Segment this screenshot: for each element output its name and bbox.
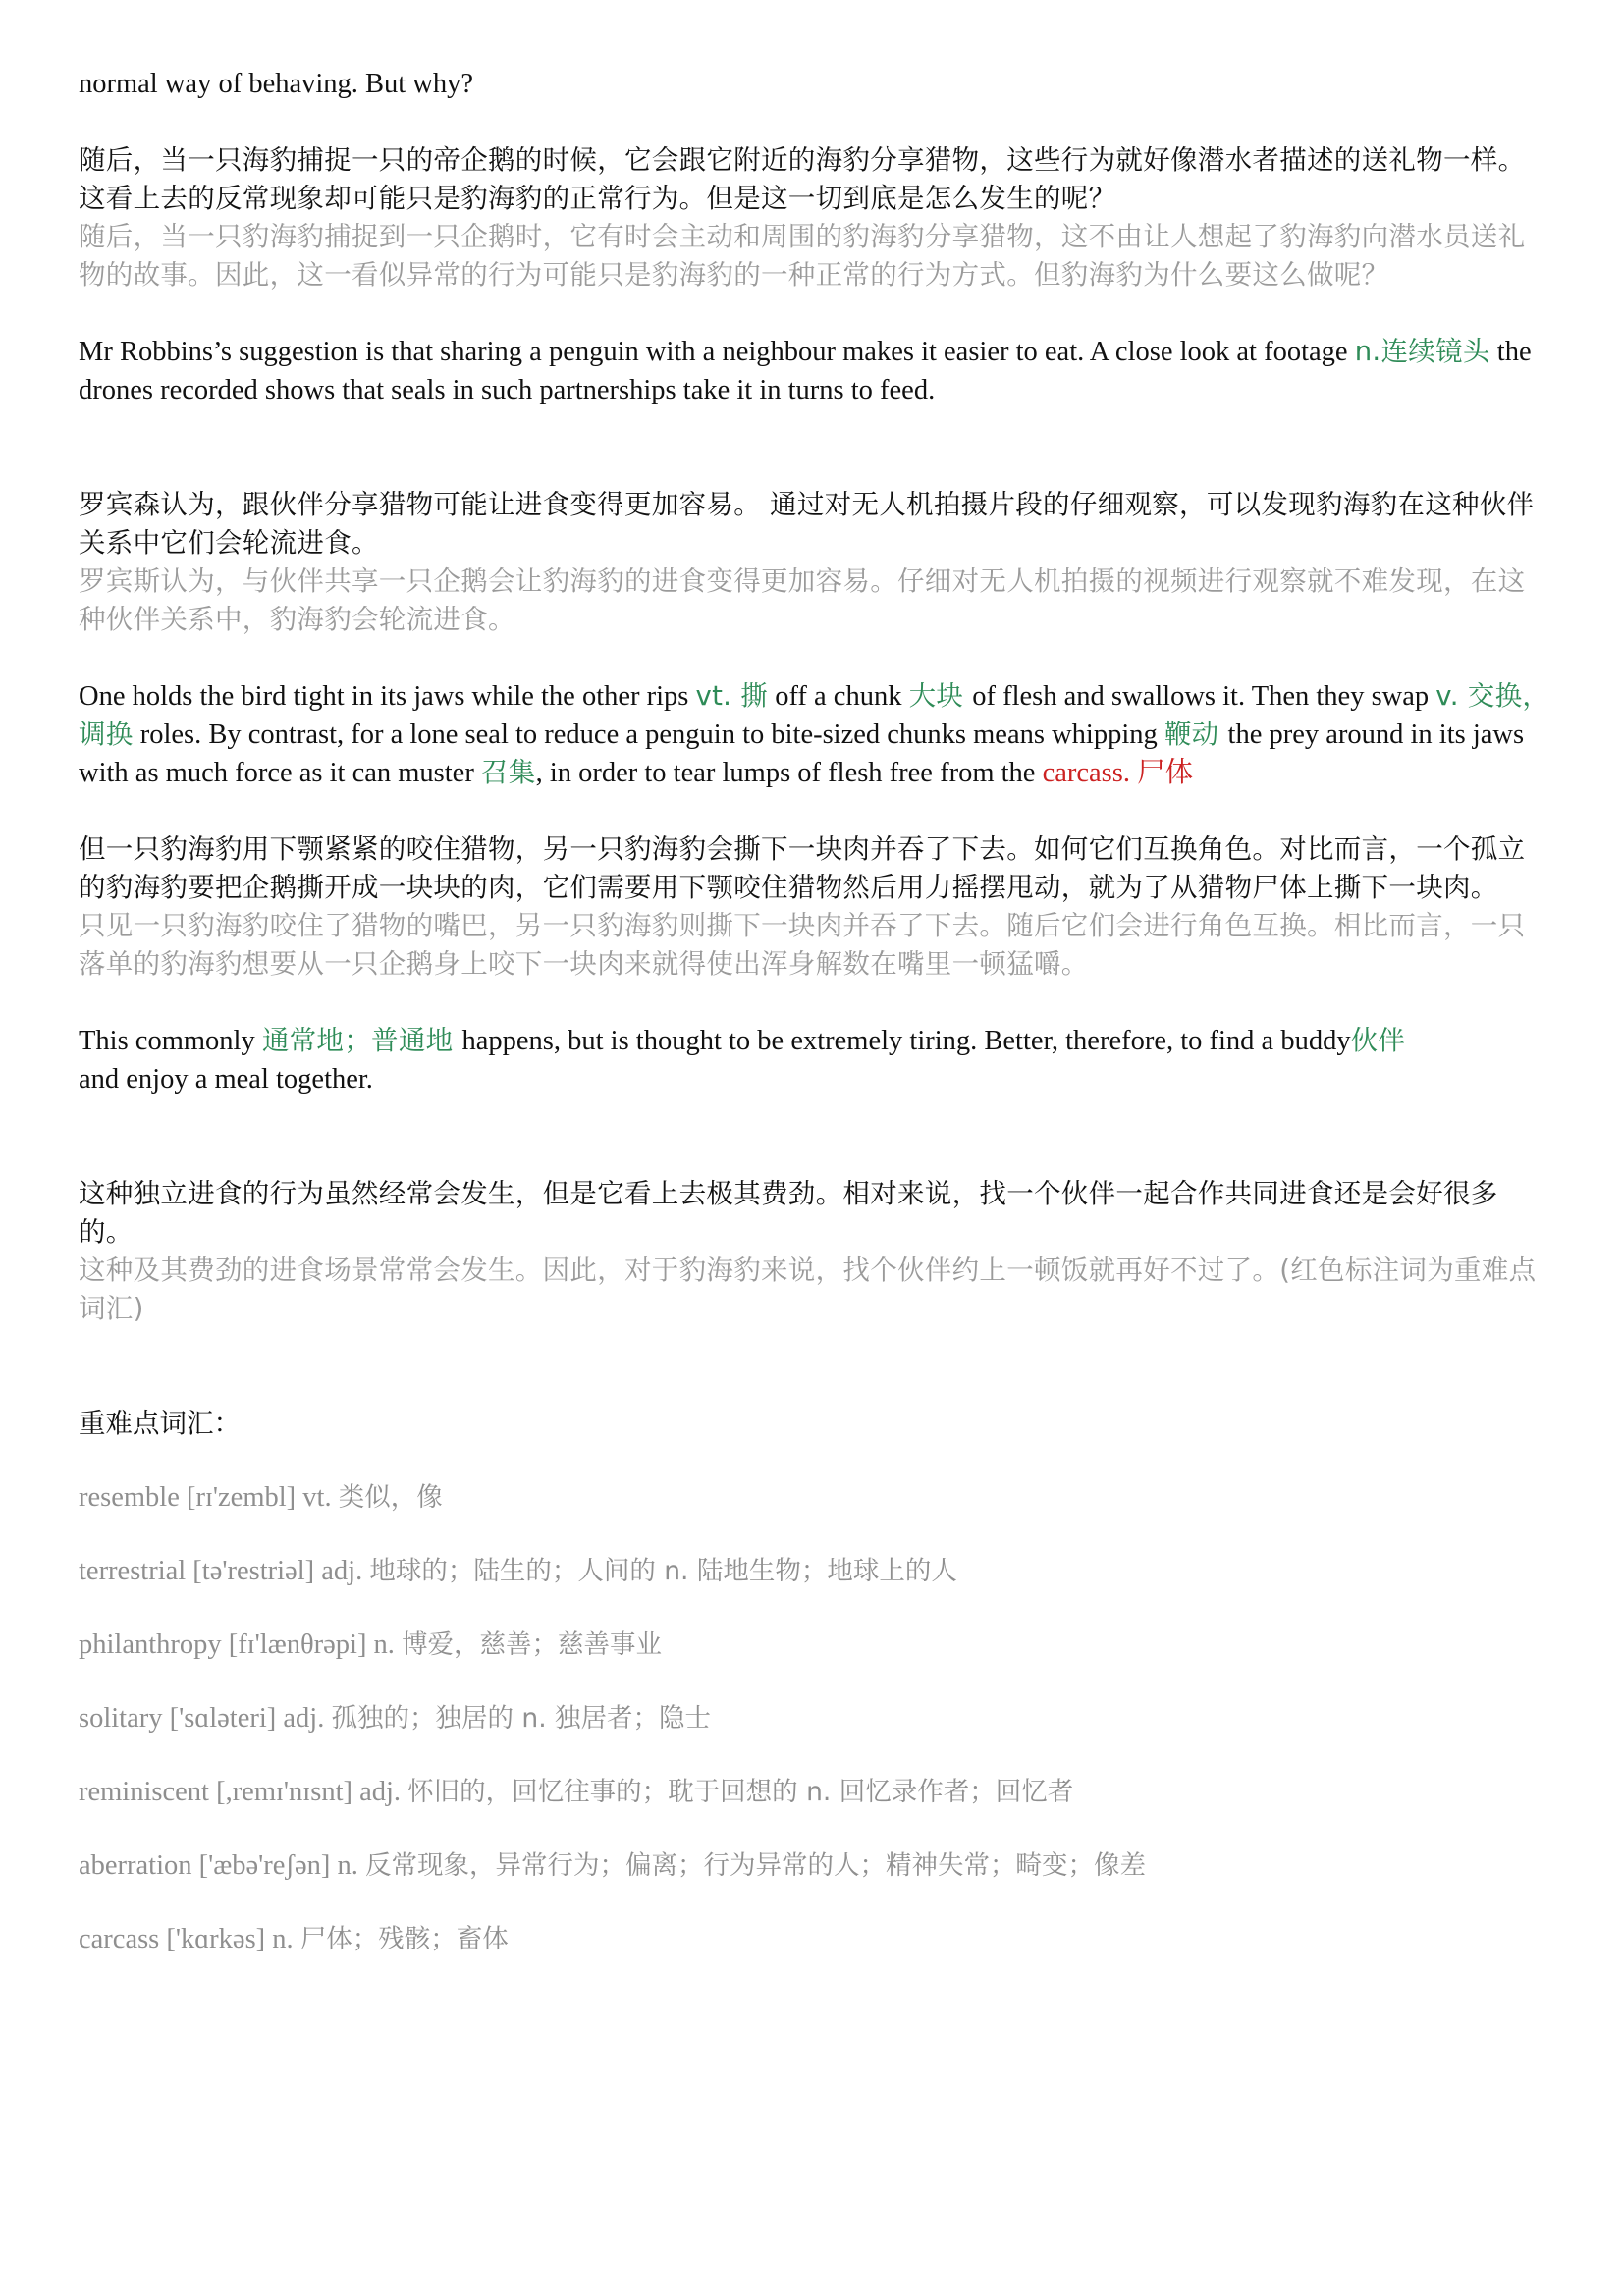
english-paragraph-3 — [79, 677, 1551, 792]
text-span: the drones recorded shows that seals in such partnerships take it in turns to feed. — [79, 337, 1532, 405]
vocab-word: aberration ['æbə'reʃən] n. — [79, 1850, 365, 1881]
english-paragraph-2 — [79, 333, 1551, 409]
vocab-word: resemble [rɪ'zembl] vt. — [79, 1482, 339, 1513]
text-span: 这种及其费劲的进食场景常常会发生。因此，对于豹海豹来说，找个伙伴约上一顿饭就再好不过了。(红色标注词为重难点词汇) — [79, 1255, 1537, 1324]
text-span: 罗宾森认为，跟伙伴分享猎物可能让进食变得更加容易。 通过对无人机拍摄片段的仔细观察，可以发现豹海豹在这种伙伴关系中它们会轮流进食。 — [79, 489, 1535, 559]
vocab-definition: 尸体；残骸；畜体 — [299, 1924, 509, 1954]
keyword-carcass: carcass. 尸体 — [1042, 758, 1194, 788]
text-span: One holds the bird tight in its jaws while the other rips — [79, 681, 696, 712]
text-span: 随后，当一只海豹捕捉一只的帝企鹅的时候，它会跟它附近的海豹分享猎物，这些行为就好像潜水者描述的送礼物一样。这看上去的反常现象却可能只是豹海豹的正常行为。但是这一切到底是怎么发生的呢？ — [79, 144, 1526, 214]
text-span: Mr Robbins’s suggestion is that sharing a penguin with a neighbour makes it easier to eat. A close look at footage — [79, 337, 1355, 367]
vocab-item — [79, 1552, 1551, 1590]
text-span: , in order to tear lumps of flesh free from the — [535, 758, 1043, 788]
vocab-item — [79, 1773, 1551, 1811]
text-span: roles. By contrast, for a lone seal to reduce a penguin to bite-sized chunks means whipping — [133, 720, 1164, 750]
english-paragraph-4 — [79, 1022, 1551, 1098]
vocab-item — [79, 1920, 1551, 1958]
vocab-definition: 博爱，慈善；慈善事业 — [402, 1629, 663, 1660]
text-span: 只见一只豹海豹咬住了猎物的嘴巴，另一只豹海豹则撕下一块肉并吞了下去。随后它们会进行角色互换。相比而言，一只落单的豹海豹想要从一只企鹅身上咬下一块肉来就得使出浑身解数在嘴里一顿猛嚼。 — [79, 910, 1526, 980]
vocab-word: carcass ['kɑrkəs] n. — [79, 1924, 300, 1954]
vocab-definition: 怀旧的，回忆往事的；耽于回想的 n. 回忆录作者；回忆者 — [407, 1777, 1074, 1807]
chinese-translation-1 — [79, 141, 1551, 218]
vocab-item — [79, 1846, 1551, 1885]
chinese-translation-2 — [79, 486, 1551, 562]
vocab-definition: 反常现象，异常行为；偏离；行为异常的人；精神失常；畸变；像差 — [364, 1850, 1146, 1881]
chinese-translation-4 — [79, 1175, 1551, 1252]
vocab-word: reminiscent [,remɪ'nɪsnt] adj. — [79, 1777, 408, 1807]
annotation-commonly: 通常地；普通地 — [261, 1025, 462, 1056]
reference-translation-3 — [79, 907, 1551, 984]
vocab-item — [79, 1478, 1551, 1517]
text-span: normal way of behaving. But why? — [79, 69, 474, 99]
vocab-definition: 地球的；陆生的；人间的 n. 陆地生物；地球上的人 — [369, 1556, 957, 1586]
reference-translation-2 — [79, 562, 1551, 639]
reference-translation-4 — [79, 1252, 1551, 1328]
english-paragraph-1-end — [79, 65, 1551, 103]
vocab-word: philanthropy [fɪ'lænθrəpi] n. — [79, 1629, 403, 1660]
text-span: 重难点词汇： — [79, 1408, 241, 1439]
text-span: of flesh and swallows it. Then they swap — [972, 681, 1436, 712]
annotation-whipping: 鞭动 — [1163, 719, 1228, 750]
text-span: 这种独立进食的行为虽然经常会发生，但是它看上去极其费劲。相对来说，找一个伙伴一起合作共同进食还是会好很多的。 — [79, 1178, 1498, 1248]
annotation-rips: vt. 撕 — [695, 680, 769, 712]
vocab-definition: 类似，像 — [338, 1482, 443, 1513]
text-span: off a chunk — [768, 681, 909, 712]
document-page — [79, 65, 1551, 1958]
chinese-translation-3 — [79, 830, 1551, 907]
text-span: 随后，当一只豹海豹捕捉到一只企鹅时，它有时会主动和周围的豹海豹分享猎物，这不由让人想起了豹海豹向潜水员送礼物的故事。因此，这一看似异常的行为可能只是豹海豹的一种正常的行为方式。但豹海豹为什么要这么做呢？ — [79, 221, 1526, 291]
vocab-item — [79, 1626, 1551, 1664]
annotation-footage: n.连续镜头 — [1354, 336, 1490, 367]
annotation-swap: v. 交换，调换 — [79, 680, 1550, 750]
vocab-heading — [79, 1405, 1551, 1443]
reference-translation-1 — [79, 218, 1551, 294]
annotation-muster: 召集 — [480, 757, 536, 788]
text-span: 但一只豹海豹用下颚紧紧的咬住猎物，另一只豹海豹会撕下一块肉并吞了下去。如何它们互换角色。对比而言，一个孤立的豹海豹要把企鹅撕开成一块块的肉，它们需要用下颚咬住猎物然后用力摇摆甩动，就为了从猎物尸体上撕下一块肉。 — [79, 833, 1526, 903]
text-span: 罗宾斯认为，与伙伴共享一只企鹅会让豹海豹的进食变得更加容易。仔细对无人机拍摄的视频进行观察就不难发现，在这种伙伴关系中，豹海豹会轮流进食。 — [79, 565, 1526, 635]
vocab-word: terrestrial [tə'restriəl] adj. — [79, 1556, 370, 1586]
vocab-item — [79, 1699, 1551, 1737]
vocab-definition: 孤独的；独居的 n. 独居者；隐士 — [331, 1703, 712, 1734]
text-span: This commonly — [79, 1026, 262, 1056]
text-span: happens, but is thought to be extremely tiring. Better, therefore, to find a buddy — [461, 1026, 1351, 1056]
text-span: the prey around in its jaws with as much force as it can muster — [79, 720, 1525, 788]
vocab-word: solitary ['sɑləteri] adj. — [79, 1703, 332, 1734]
annotation-buddy: 伙伴 — [1350, 1025, 1406, 1056]
annotation-chunk: 大块 — [908, 680, 973, 712]
text-span: and enjoy a meal together. — [79, 1064, 373, 1095]
